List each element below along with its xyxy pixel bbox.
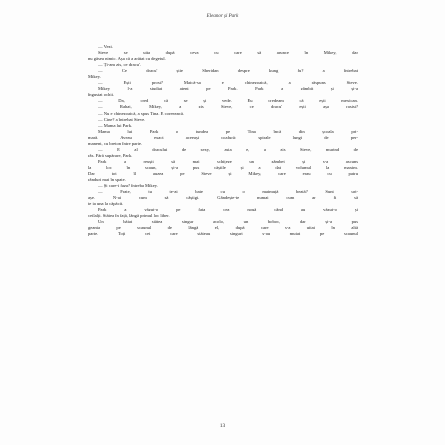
text-line: — Ești prost? Maică-sa e chinezoaică, a răspuns Steve. <box>98 80 358 86</box>
text-line: Dar tot îl auzea pe Steve și Mikey, care erau cu patru <box>88 170 358 176</box>
text-line: parte. Toți cei care stăteau singuri s-au mutat pe scaunul <box>88 231 358 237</box>
text-line: rânduri mai în spate. <box>88 177 126 183</box>
text-line: — Frate, tu te-ai bate cu o maimuță beată? Sunt uri- <box>98 189 358 195</box>
text-line: Steve se uita după ceva cu care să arunce în Mikey, dar <box>98 50 358 56</box>
text-line: Mikey. <box>88 74 101 80</box>
text-line: — E al dracului de sexy, asta e, a zis Steve, murind de <box>98 146 358 152</box>
text-line: — Rahat, Mikey, a zis Steve, ce dracu' ești așa rasist? <box>98 104 358 110</box>
text-line: — Da, cred că se și vede. Eu credeam că ești mexican. <box>98 98 358 104</box>
text-line: râs. Fără supărare, Park. <box>88 152 133 158</box>
page-number: 13 <box>219 423 226 429</box>
text-line: — Și care-i faza? întreba Mikey. <box>98 183 158 189</box>
text-line: — Vezi. <box>98 44 113 49</box>
text-line: — Ți-am zis, ce dracu'. <box>98 62 141 68</box>
text-line: Park a văzut-o pe fata cea nouă când au văzut-o și <box>98 207 358 213</box>
text-line: îngustat ochii. <box>88 92 115 98</box>
text-line: Un băiat stătea singur acolo, un boboc, dar și-a pus <box>98 219 358 225</box>
text-line: nu găsea nimic. Așa că a arătat cu degetul. <box>88 56 166 62</box>
running-header: Eleanor și Park <box>206 14 239 19</box>
text-line: mară. Aveau exact aceeași coafură: spirale lungi de per- <box>88 134 358 140</box>
text-line: — Nu e chinezoaică, a spus Tina. E coreeancă. <box>98 110 185 116</box>
text-line: manent, cu breton între parte. <box>88 140 143 146</box>
body-text <box>88 44 358 238</box>
text-line: Mikey l-a studiat atent pe Park. Park a zâmbit și și-a <box>98 86 358 92</box>
text-line: așe. N-ai cum să câștigi. Gândește-te numai cum ar fi să <box>88 195 358 201</box>
text-line: la loc în scaun, și-a pus căștile și a dat volumul la maxim. <box>88 164 358 170</box>
text-line: te ia una la căpăcit. <box>88 201 124 207</box>
text-line: Park a reușit să mai schițeze un zâmbet și s-a ascuns <box>98 158 358 164</box>
text-line: Mama lui Park o tundea pe Tina încă din școala pri- <box>98 128 358 134</box>
text-line: — Ce dracu' știe Sheridan despre kung fu? a întrebat <box>98 68 358 74</box>
text-line: — Mama lui Park. <box>98 122 133 128</box>
text-line: ceilalți. Stătea în față, lângă primul loc liber. <box>88 213 170 219</box>
text-line: geanta pe scaunul de lângă el, după care s-a uitat în altă <box>88 225 358 231</box>
text-line: — Cine? a întrebat Steve. <box>98 116 146 122</box>
